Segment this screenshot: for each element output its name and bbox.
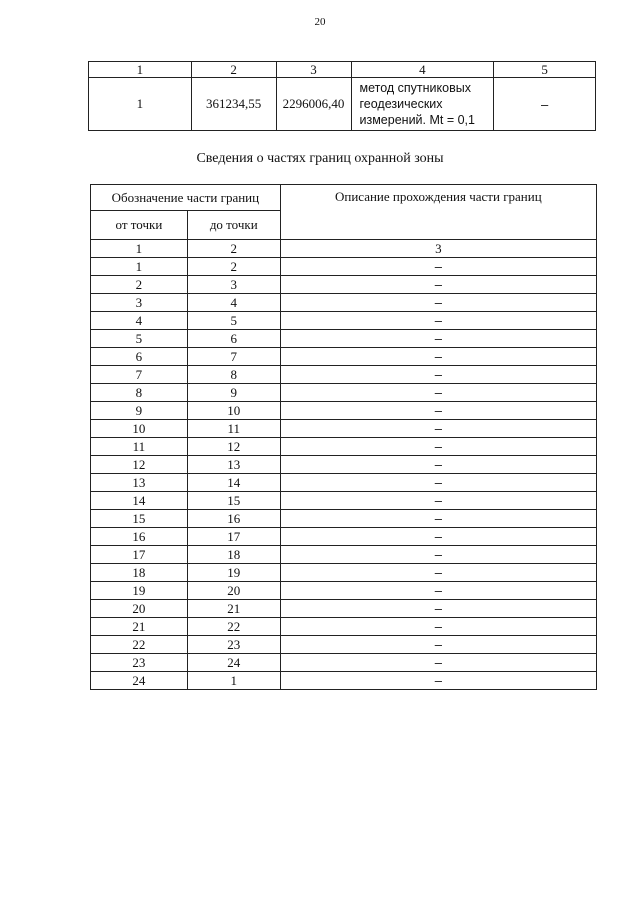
table-row bbox=[91, 330, 597, 348]
coordinates-table bbox=[88, 61, 596, 131]
description-cell: – bbox=[280, 636, 596, 654]
description-cell: – bbox=[280, 510, 596, 528]
from-point-cell: 15 bbox=[91, 510, 188, 528]
description-cell: – bbox=[280, 366, 596, 384]
table-row bbox=[91, 276, 597, 294]
description-cell: – bbox=[280, 618, 596, 636]
coordinates-data-row bbox=[89, 78, 596, 131]
table-row bbox=[91, 600, 597, 618]
to-point-cell: 5 bbox=[187, 312, 280, 330]
table-row bbox=[91, 528, 597, 546]
to-point-cell: 12 bbox=[187, 438, 280, 456]
from-point-cell: 17 bbox=[91, 546, 188, 564]
table-row bbox=[91, 456, 597, 474]
table-row bbox=[91, 636, 597, 654]
description-cell: – bbox=[280, 654, 596, 672]
from-point-cell: 13 bbox=[91, 474, 188, 492]
to-point-cell: 14 bbox=[187, 474, 280, 492]
description-cell: – bbox=[280, 456, 596, 474]
table-row bbox=[91, 492, 597, 510]
x-coordinate-cell: 361234,55 bbox=[191, 78, 276, 131]
to-point-cell: 10 bbox=[187, 402, 280, 420]
description-cell: – bbox=[280, 474, 596, 492]
to-point-cell: 23 bbox=[187, 636, 280, 654]
from-point-cell: 1 bbox=[91, 258, 188, 276]
method-line: метод спутниковых bbox=[359, 81, 471, 95]
from-point-cell: 18 bbox=[91, 564, 188, 582]
from-point-header: от точки bbox=[91, 211, 188, 240]
table-row bbox=[91, 438, 597, 456]
description-cell: – bbox=[280, 258, 596, 276]
description-cell: – bbox=[280, 384, 596, 402]
table-row bbox=[91, 654, 597, 672]
to-point-cell: 17 bbox=[187, 528, 280, 546]
page-number: 20 bbox=[314, 16, 326, 28]
description-cell: – bbox=[280, 294, 596, 312]
coordinates-header-cell: 5 bbox=[494, 62, 596, 78]
description-cell: – bbox=[280, 492, 596, 510]
from-point-cell: 19 bbox=[91, 582, 188, 600]
description-cell: – bbox=[280, 582, 596, 600]
coordinates-header-cell: 3 bbox=[276, 62, 351, 78]
table-row bbox=[91, 402, 597, 420]
table-row bbox=[91, 510, 597, 528]
from-point-cell: 4 bbox=[91, 312, 188, 330]
table-row bbox=[91, 618, 597, 636]
to-point-cell: 9 bbox=[187, 384, 280, 402]
from-point-cell: 2 bbox=[91, 276, 188, 294]
to-point-cell: 19 bbox=[187, 564, 280, 582]
from-point-cell: 10 bbox=[91, 420, 188, 438]
method-cell bbox=[351, 78, 494, 131]
from-point-cell: 12 bbox=[91, 456, 188, 474]
to-point-cell: 3 bbox=[187, 276, 280, 294]
table-row bbox=[91, 582, 597, 600]
table-row bbox=[91, 672, 597, 690]
from-point-cell: 24 bbox=[91, 672, 188, 690]
description-cell: – bbox=[280, 276, 596, 294]
to-point-cell: 8 bbox=[187, 366, 280, 384]
numbering-cell: 1 bbox=[91, 240, 188, 258]
from-point-cell: 7 bbox=[91, 366, 188, 384]
point-number-cell: 1 bbox=[89, 78, 192, 131]
to-point-header: до точки bbox=[187, 211, 280, 240]
method-line: геодезических bbox=[359, 97, 443, 111]
table-row bbox=[91, 384, 597, 402]
coordinates-header-cell: 2 bbox=[191, 62, 276, 78]
boundary-parts-table bbox=[90, 184, 597, 690]
description-cell: – bbox=[280, 348, 596, 366]
table-row bbox=[91, 474, 597, 492]
y-coordinate-cell: 2296006,40 bbox=[276, 78, 351, 131]
to-point-cell: 1 bbox=[187, 672, 280, 690]
section-title: Сведения о частях границ охранной зоны bbox=[196, 151, 444, 166]
to-point-cell: 21 bbox=[187, 600, 280, 618]
description-cell: – bbox=[280, 420, 596, 438]
from-point-cell: 14 bbox=[91, 492, 188, 510]
description-cell: – bbox=[280, 438, 596, 456]
description-cell: – bbox=[280, 528, 596, 546]
coordinates-header-cell: 1 bbox=[89, 62, 192, 78]
from-point-cell: 5 bbox=[91, 330, 188, 348]
note-cell: – bbox=[494, 78, 596, 131]
to-point-cell: 7 bbox=[187, 348, 280, 366]
from-point-cell: 3 bbox=[91, 294, 188, 312]
to-point-cell: 13 bbox=[187, 456, 280, 474]
numbering-cell: 2 bbox=[187, 240, 280, 258]
to-point-cell: 15 bbox=[187, 492, 280, 510]
table-row bbox=[91, 258, 597, 276]
table-row bbox=[91, 420, 597, 438]
designation-header: Обозначение части границ bbox=[91, 185, 281, 211]
from-point-cell: 8 bbox=[91, 384, 188, 402]
method-line: измерений. Mt = 0,1 bbox=[359, 113, 475, 127]
table-row bbox=[91, 366, 597, 384]
to-point-cell: 18 bbox=[187, 546, 280, 564]
to-point-cell: 2 bbox=[187, 258, 280, 276]
to-point-cell: 6 bbox=[187, 330, 280, 348]
coordinates-header-row bbox=[89, 62, 596, 78]
from-point-cell: 22 bbox=[91, 636, 188, 654]
description-cell: – bbox=[280, 312, 596, 330]
from-point-cell: 6 bbox=[91, 348, 188, 366]
from-point-cell: 16 bbox=[91, 528, 188, 546]
from-point-cell: 21 bbox=[91, 618, 188, 636]
from-point-cell: 23 bbox=[91, 654, 188, 672]
to-point-cell: 4 bbox=[187, 294, 280, 312]
table-row bbox=[91, 294, 597, 312]
description-cell: – bbox=[280, 672, 596, 690]
description-cell: – bbox=[280, 546, 596, 564]
to-point-cell: 11 bbox=[187, 420, 280, 438]
table-row bbox=[91, 564, 597, 582]
description-cell: – bbox=[280, 330, 596, 348]
table-row bbox=[91, 546, 597, 564]
to-point-cell: 24 bbox=[187, 654, 280, 672]
parts-header-row bbox=[91, 185, 597, 211]
to-point-cell: 22 bbox=[187, 618, 280, 636]
numbering-cell: 3 bbox=[280, 240, 596, 258]
table-row bbox=[91, 348, 597, 366]
to-point-cell: 16 bbox=[187, 510, 280, 528]
table-row bbox=[91, 312, 597, 330]
description-cell: – bbox=[280, 564, 596, 582]
description-cell: – bbox=[280, 600, 596, 618]
from-point-cell: 20 bbox=[91, 600, 188, 618]
coordinates-header-cell: 4 bbox=[351, 62, 494, 78]
from-point-cell: 11 bbox=[91, 438, 188, 456]
description-header: Описание прохождения части границ bbox=[280, 185, 596, 240]
from-point-cell: 9 bbox=[91, 402, 188, 420]
description-cell: – bbox=[280, 402, 596, 420]
numbering-row bbox=[91, 240, 597, 258]
to-point-cell: 20 bbox=[187, 582, 280, 600]
